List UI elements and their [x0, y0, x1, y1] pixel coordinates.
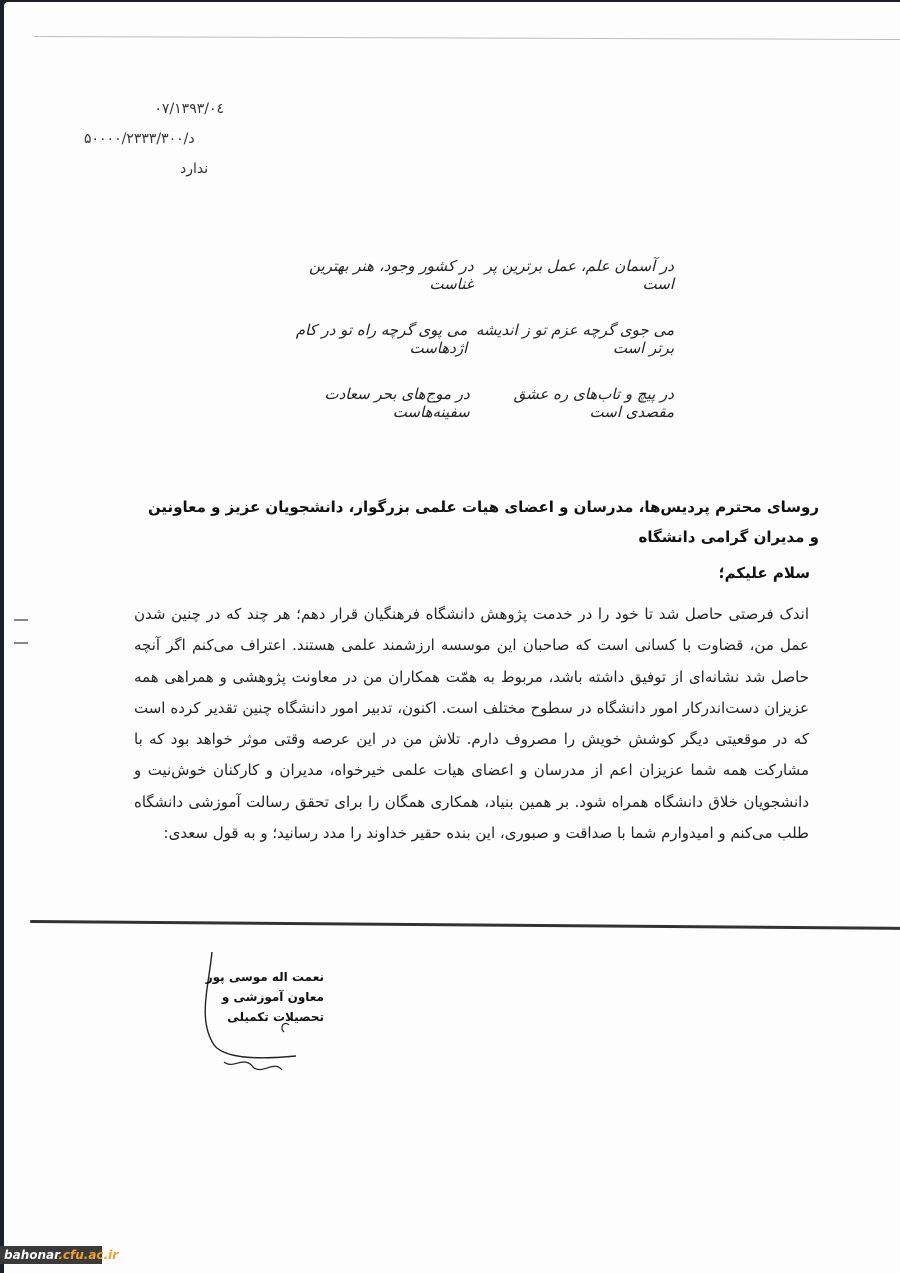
scan-edge-mark	[14, 642, 28, 644]
salutation: روسای محترم پردیس‌ها، مدرسان و اعضای هیات علمی بزرگوار، دانشجویان عزیز و معاونین و مدیران گرامی دانشگاه	[147, 498, 819, 546]
poem-hemistich-right: در پیچ و تاب‌های ره عشق مقصدی است	[513, 385, 674, 421]
letter-number: د/۵۰۰۰۰/۲۳۳۳/۳۰۰	[84, 131, 195, 147]
poem-hemistich-left: در کشور وجود، هنر بهترین غناست	[309, 257, 474, 293]
signatory-title: معاون آموزشی و تحصیلات تکمیلی	[221, 990, 324, 1024]
bottom-rule	[30, 920, 900, 930]
poem-hemistich-right: می جوی گرچه عزم تو ز اندیشه برتر است	[475, 321, 674, 357]
poem-hemistich-left: می پوی گرچه راه تو در کام اژدهاست	[295, 321, 468, 357]
poem-verse	[284, 321, 674, 385]
letter-meta	[84, 94, 224, 184]
letter-page	[4, 2, 900, 1273]
watermark-host: bahonar	[4, 1248, 59, 1262]
signature-block	[184, 967, 324, 1027]
poem-verse	[284, 257, 674, 321]
letter-body	[134, 599, 809, 849]
greeting: سلام علیکم؛	[718, 564, 810, 582]
poem-hemistich-right: در آسمان علم، عمل برترین پر است	[484, 257, 674, 293]
signatory-name: نعمت اله موسی پور	[205, 970, 324, 984]
poem-verse	[284, 385, 674, 449]
letter-date: ۱۳۹۳/۰٤/۰۷	[154, 101, 224, 117]
poem	[284, 257, 674, 449]
site-watermark	[0, 1246, 119, 1264]
top-rule	[34, 36, 900, 40]
letter-attachment: ندارد	[180, 161, 209, 177]
poem-hemistich-left: در موج‌های بحر سعادت سفینه‌هاست	[324, 385, 470, 421]
body-paragraph: اندک فرصتی حاصل شد تا خود را در خدمت پژوهش دانشگاه فرهنگیان قرار دهم؛ هر چند که در چنین شدن عمل من، قضاوت با کسانی است که صاحبان این موسسه ارزشمند علمی هستند. اعتراف می‌کنم اگر آنچه حاصل شد نشانه‌ای از توفیق داشته باشد، مربوط به همّت همکاران من در معاونت پژوهشی و همراهی همه عزیزان دست‌اندرکار امور دانشگاه در سطوح مختلف است. اکنون، تدبیر امور دانشگاه چنین تقدیر کرده است که در موقعیتی دیگر کوشش خویش را مصروف دارم. تلاش من در این عرصه وقتی موثر خواهد بود که با مشارکت همه شما عزیزان اعم از مدرسان و اعضای هیات علمی خیرخواه، مدیران و کارکنان خوش‌نیت و دانشجویان خلاق دانشگاه همراه شود. بر همین بنیاد، همکاری همگان را برای تحقق رسالت آموزشی دانشگاه طلب می‌کنم و امیدوارم شما با صداقت و صبوری، این بنده حقیر خداوند را مدد رسانید؛ و به قول سعدی:	[134, 605, 809, 843]
watermark-domain: .cfu.ac.ir	[58, 1248, 119, 1262]
scan-edge-mark	[14, 619, 28, 621]
